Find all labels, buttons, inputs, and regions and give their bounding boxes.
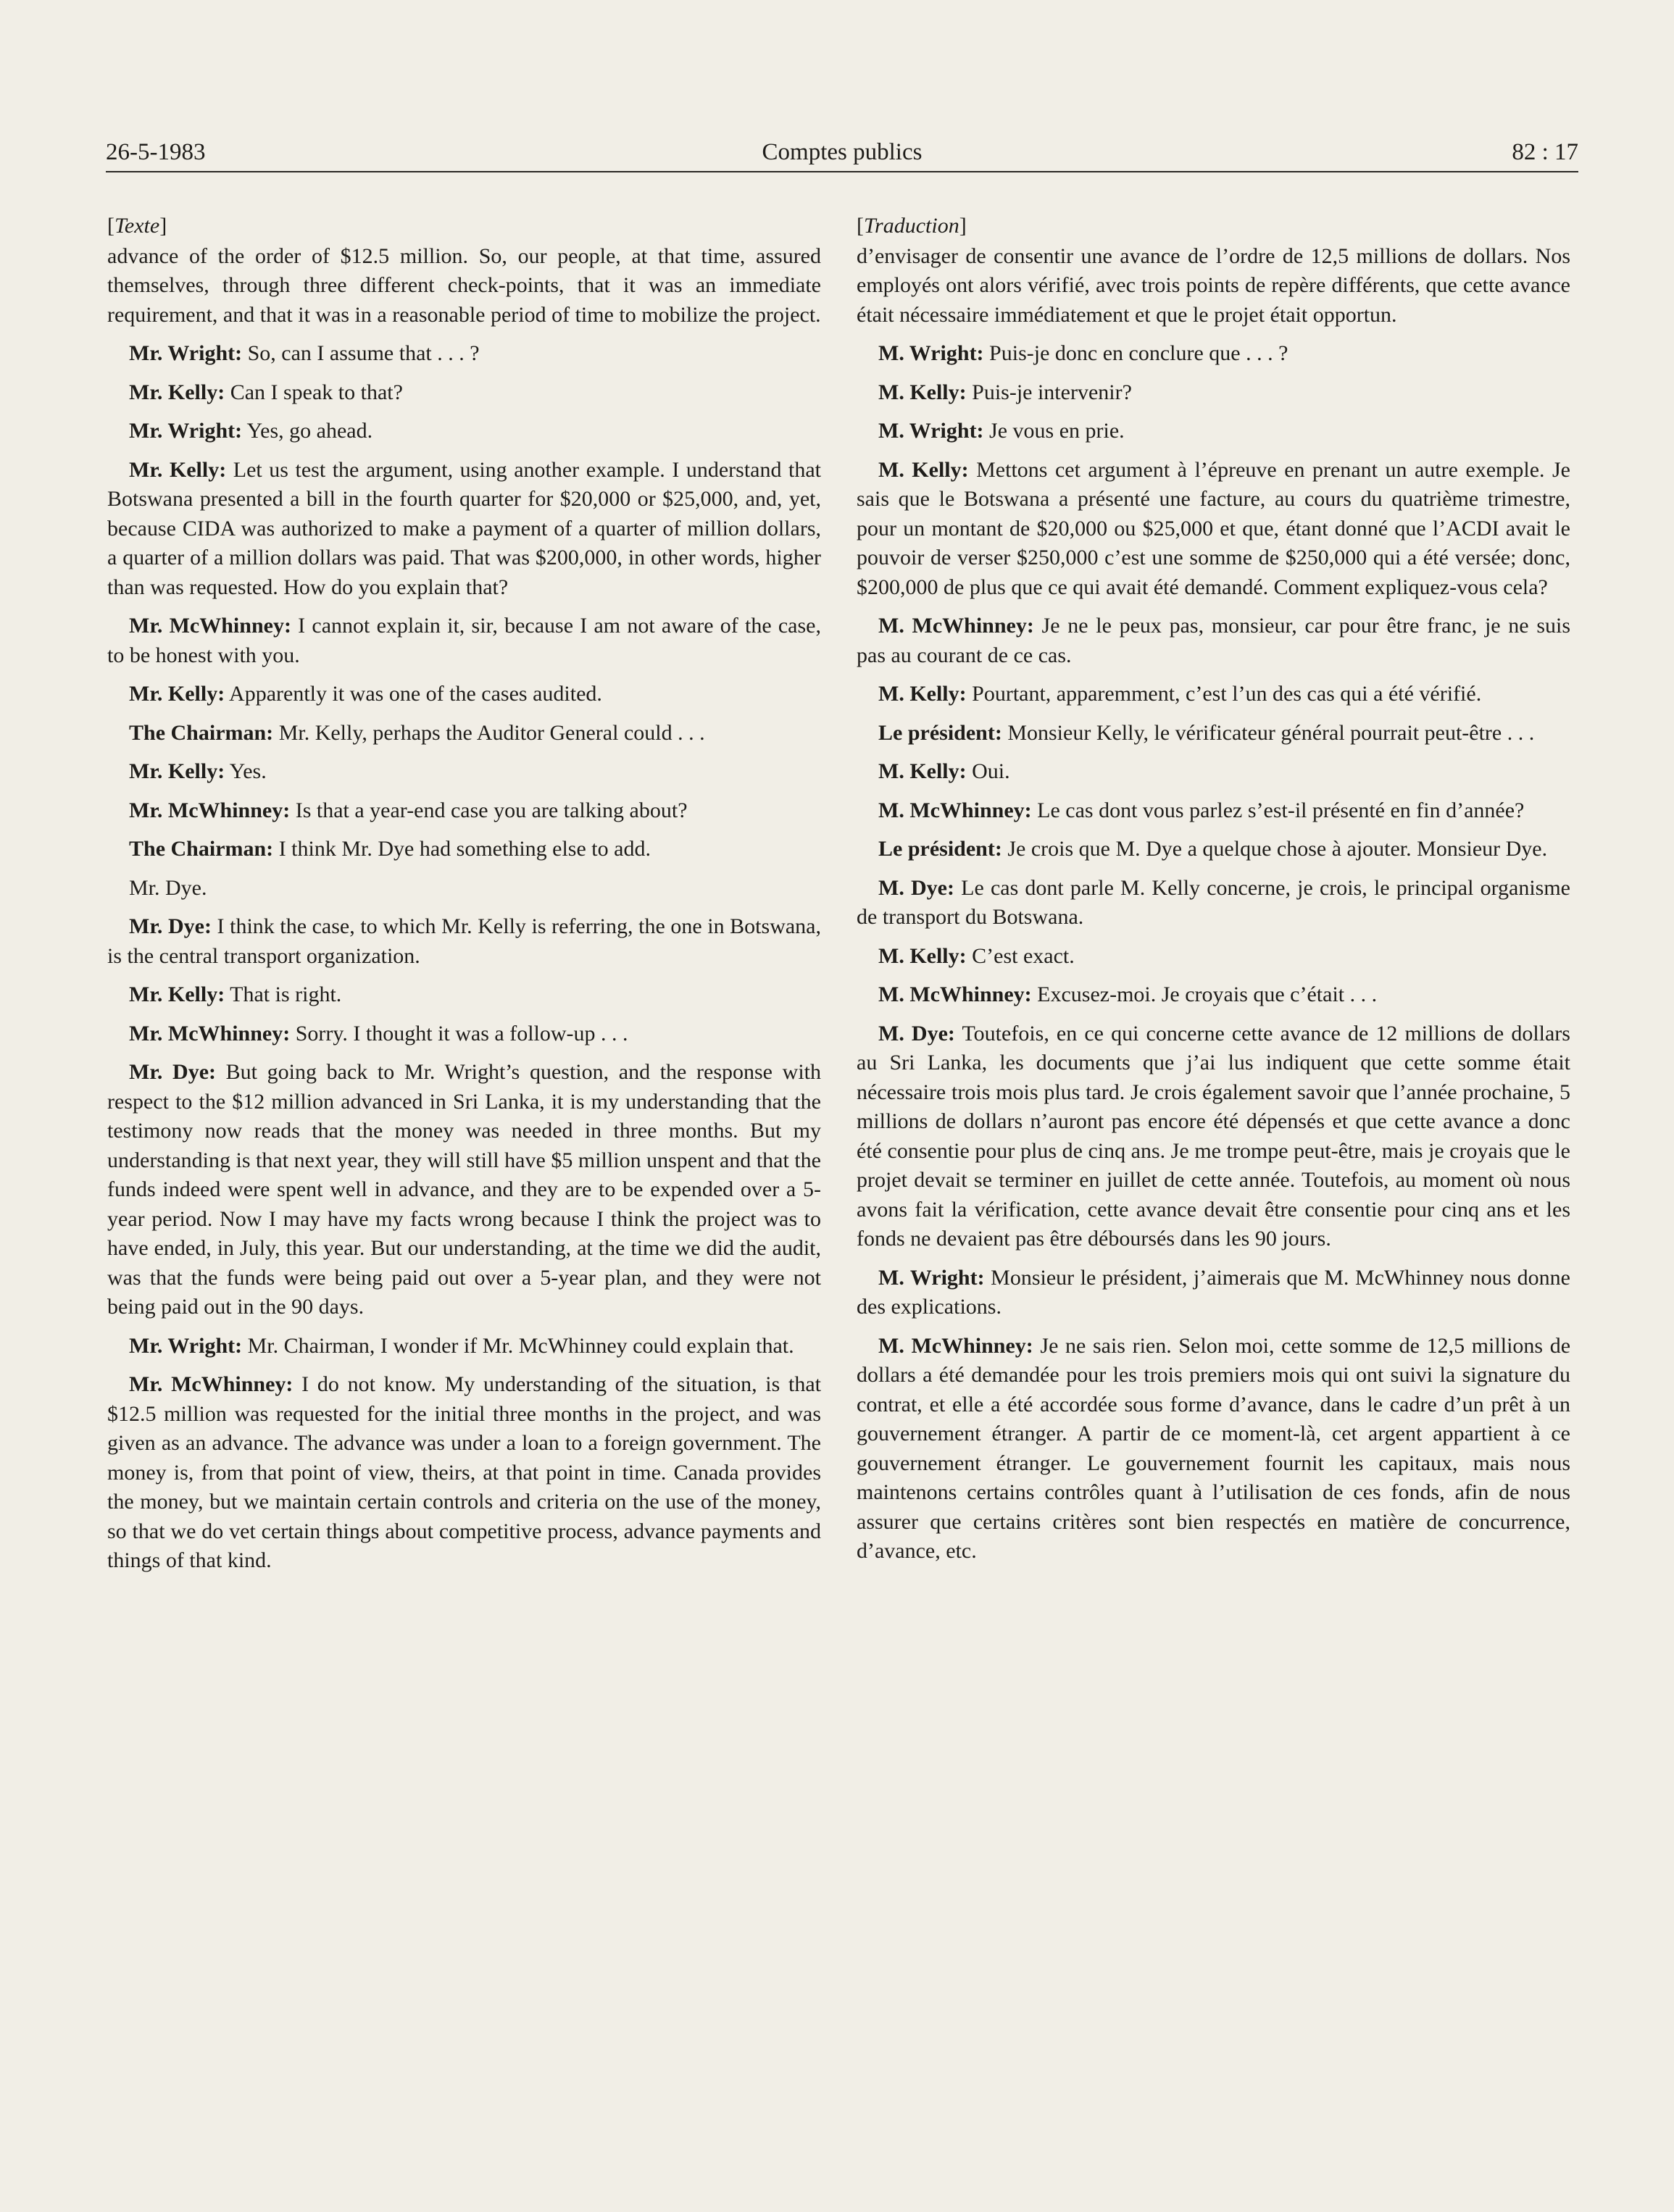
speech-paragraph: [857, 719, 1570, 748]
speech-text: Pourtant, apparemment, c’est l’un des cas qui a été vérifié.: [972, 682, 1482, 706]
speech-text: Monsieur Kelly, le vérificateur général pourrait peut-être . . .: [1007, 720, 1535, 745]
speech-text: Monsieur le président, j’aimerais que M. McWhinney nous donne des explications.: [857, 1265, 1570, 1319]
header-title: Comptes publics: [762, 139, 923, 165]
speech-paragraph: [107, 1332, 821, 1361]
speech-paragraph: [107, 612, 821, 670]
language-label: [Texte]: [107, 214, 167, 238]
speaker-name: The Chairman:: [129, 837, 274, 861]
speech-paragraph: [857, 417, 1570, 446]
speech-paragraph: [107, 980, 821, 1010]
speaker-name: M. McWhinney:: [878, 614, 1034, 638]
speech-text: Je crois que M. Dye a quelque chose à ajouter. Monsieur Dye.: [1007, 837, 1548, 861]
speech-text: Oui.: [972, 759, 1010, 783]
speaker-name: M. Wright:: [878, 419, 984, 443]
speech-paragraph: [107, 874, 821, 903]
speech-text: I think Mr. Dye had something else to add.: [278, 837, 651, 861]
speaker-name: Mr. Wright:: [129, 341, 243, 365]
speech-paragraph: [857, 980, 1570, 1010]
speech-paragraph: [107, 757, 821, 787]
speech-text: Je vous en prie.: [989, 419, 1125, 443]
opening-paragraph: d’envisager de consentir une avance de l’ordre de 12,5 millions de dollars. Nos employés ont alors vérifié, avec trois points de repère différents, que cette avance était nécessaire immédiatement et que le projet était opportun.: [857, 243, 1570, 327]
speech-text: Mr. Dye.: [129, 875, 207, 900]
speaker-name: Mr. McWhinney:: [129, 798, 291, 822]
speech-paragraph: [857, 874, 1570, 932]
speaker-name: Mr. Dye:: [129, 1060, 216, 1084]
speech-text: I do not know. My understanding of the situation, is that $12.5 million was requested for the initial three months in the project, and was given as an advance. The advance was under a loan to a foreign government. The money is, from that point of view, theirs, at that point in time. Canada provides the money, but we maintain certain controls and criteria on the use of the money, so that we do vet certain things about competitive process, advance payments and things of that kind.: [107, 1372, 822, 1572]
speaker-name: Mr. McWhinney:: [129, 1021, 291, 1046]
speech-paragraph: [107, 680, 821, 709]
speaker-name: M. Wright:: [878, 341, 984, 365]
speaker-name: M. McWhinney:: [878, 1333, 1033, 1358]
speaker-name: M. Dye:: [878, 1021, 955, 1046]
speech-text: Excusez-moi. Je croyais que c’était . . .: [1037, 982, 1378, 1006]
speech-paragraph: [857, 757, 1570, 787]
speech-text: Je ne sais rien. Selon moi, cette somme de 12,5 millions de dollars a été demandée pour les trois premiers mois qui ont suivi la signature du contrat, et elle a été accordée sous forme d’avance, dans le cadre d’un prêt à un gouvernement étranger. A partir de ce moment-là, cet argent appartient à ce gouvernement étranger. Le gouvernement fournit les capitaux, mais nous maintenons certains contrôles quant à l’utilisation de ces fonds, afin de nous assurer que certains critères sont bien respectés en matière de concurrence, d’avance, etc.: [857, 1333, 1571, 1563]
speech-text: Je ne le peux pas, monsieur, car pour être franc, je ne suis pas au courant de ce cas.: [857, 614, 1570, 667]
speech-paragraph: [107, 1019, 821, 1049]
speech-paragraph: [857, 680, 1570, 709]
speech-text: So, can I assume that . . . ?: [247, 341, 480, 365]
page-header: [106, 135, 1578, 172]
speaker-name: Le président:: [878, 837, 1002, 861]
speech-paragraph: [857, 835, 1570, 864]
speech-paragraph: [107, 719, 821, 748]
speech-paragraph: [857, 796, 1570, 826]
speaker-name: M. Kelly:: [878, 457, 969, 482]
speech-paragraph: [107, 912, 821, 971]
speech-text: Toutefois, en ce qui concerne cette avance de 12 millions de dollars au Sri Lanka, les documents que j’ai lus indiquent que cette somme était nécessaire trois mois plus tard. Je crois également savoir que l’année prochaine, 5 millions de dollars n’auront pas encore été dépensés et que cette avance a donc été consentie pour plus de cinq ans. Je me trompe peut-être, mais je croyais que le projet devait se terminer en juillet de cette année. Toutefois, au moment où nous avons fait la vérification, cette avance devait être consentie pour cinq ans et les fonds ne devaient pas être déboursés dans les 90 jours.: [857, 1021, 1570, 1251]
speech-paragraph: [107, 456, 821, 603]
speech-text: Puis-je donc en conclure que . . . ?: [989, 341, 1288, 365]
speech-paragraph: [107, 796, 821, 826]
speech-text: Le cas dont vous parlez s’est-il présenté en fin d’année?: [1037, 798, 1525, 822]
speaker-name: Mr. McWhinney:: [129, 614, 291, 638]
speech-text: Apparently it was one of the cases audited.: [229, 682, 602, 706]
speaker-name: Mr. Wright:: [129, 419, 243, 443]
speech-text: Let us test the argument, using another example. I understand that Botswana presented a bill in the fourth quarter for $20,000 or $25,000, and, yet, because CIDA was authorized to make a payment of a quarter of million dollars, a quarter of a million dollars was paid. That was $200,000, in other words, higher than was requested. How do you explain that?: [107, 457, 822, 599]
speaker-name: M. McWhinney:: [878, 798, 1032, 822]
header-date: 26-5-1983: [106, 139, 206, 165]
speech-paragraph: [107, 339, 821, 369]
speech-text: That is right.: [230, 982, 342, 1006]
speaker-name: Le président:: [878, 720, 1002, 745]
speech-text: Mr. Chairman, I wonder if Mr. McWhinney could explain that.: [247, 1333, 794, 1358]
speaker-name: M. Kelly:: [878, 943, 967, 968]
speech-text: Yes.: [229, 759, 267, 783]
speaker-name: Mr. Kelly:: [129, 457, 227, 482]
speech-paragraph: [857, 456, 1570, 603]
speaker-name: M. Kelly:: [878, 380, 967, 404]
speech-text: But going back to Mr. Wright’s question, and the response with respect to the $12 million advanced in Sri Lanka, it is my understanding that the testimony now reads that the money was needed in three months. But my understanding is that next year, they will still have $5 million unspent and that the funds indeed were spent well in advance, and they are to be expended over a 5-year period. Now I may have my facts wrong because I think the project was to have ended, in July, this year. But our understanding, at the time we did the audit, was that the funds were being paid out over a 5-year plan, and they were not being paid out in the 90 days.: [107, 1060, 821, 1319]
speaker-name: Mr. Kelly:: [129, 759, 225, 783]
speech-text: Puis-je intervenir?: [972, 380, 1132, 404]
speaker-name: Mr. Wright:: [129, 1333, 243, 1358]
speech-text: Sorry. I thought it was a follow-up . . .: [295, 1021, 628, 1046]
french-column: [857, 212, 1570, 1576]
speech-paragraph: [857, 942, 1570, 972]
speech-paragraph: [107, 417, 821, 446]
speaker-name: M. Wright:: [878, 1265, 985, 1290]
speech-paragraph: [857, 378, 1570, 408]
speech-paragraph: [857, 1264, 1570, 1322]
opening-paragraph: advance of the order of $12.5 million. So, our people, at that time, assured themselves, through three different check-points, that it was an immediate requirement, and that it was in a reasonable period of time to mobilize the project.: [107, 243, 821, 327]
speaker-name: M. Dye:: [878, 875, 954, 900]
speech-text: Mettons cet argument à l’épreuve en prenant un autre exemple. Je sais que le Botswana a présenté une facture, au cours du quatrième trimestre, pour un montant de $20,000 ou $25,000 et que, étant donné que l’ACDI avait le pouvoir de verser $250,000 c’est une somme de $250,000 qui a été versée; donc, $200,000 de plus que ce qui avait été demandé. Comment expliquez-vous cela?: [857, 457, 1570, 599]
speech-text: I cannot explain it, sir, because I am not aware of the case, to be honest with you.: [107, 614, 821, 667]
speech-paragraph: [857, 612, 1570, 670]
speech-text: Le cas dont parle M. Kelly concerne, je crois, le principal organisme de transport du Botswana.: [857, 875, 1570, 929]
language-label: [Traduction]: [857, 214, 967, 238]
speech-text: I think the case, to which Mr. Kelly is referring, the one in Botswana, is the central transport organization.: [107, 914, 821, 968]
speech-text: Is that a year-end case you are talking about?: [295, 798, 688, 822]
speaker-name: Mr. Dye:: [129, 914, 212, 938]
speaker-name: Mr. Kelly:: [129, 982, 225, 1006]
speaker-name: M. Kelly:: [878, 759, 967, 783]
english-column: [107, 212, 821, 1585]
speech-text: Can I speak to that?: [230, 380, 403, 404]
speech-paragraph: [857, 1332, 1570, 1566]
speech-text: C’est exact.: [972, 943, 1075, 968]
speech-text: Mr. Kelly, perhaps the Auditor General could . . .: [278, 720, 705, 745]
speaker-name: M. McWhinney:: [878, 982, 1032, 1006]
speech-paragraph: [107, 1058, 821, 1322]
speaker-name: Mr. McWhinney:: [129, 1372, 293, 1396]
page-number: 82 : 17: [1512, 139, 1578, 165]
speech-paragraph: [107, 378, 821, 408]
speaker-name: M. Kelly:: [878, 682, 967, 706]
speech-paragraph: [107, 1370, 821, 1576]
speech-paragraph: [107, 835, 821, 864]
speaker-name: Mr. Kelly:: [129, 682, 225, 706]
speaker-name: Mr. Kelly:: [129, 380, 225, 404]
speaker-name: The Chairman:: [129, 720, 274, 745]
speech-paragraph: [857, 1019, 1570, 1254]
speech-paragraph: [857, 339, 1570, 369]
speech-text: Yes, go ahead.: [246, 419, 373, 443]
